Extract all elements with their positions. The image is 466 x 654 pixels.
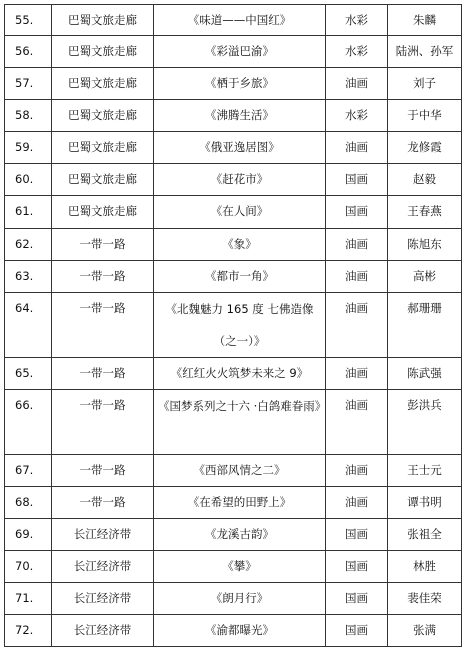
row-title: 《彩溢巴渝》 bbox=[154, 36, 326, 68]
row-artist: 陈武强 bbox=[388, 358, 462, 390]
row-title: 《沸腾生活》 bbox=[154, 100, 326, 132]
table-row bbox=[5, 68, 462, 100]
table-row bbox=[5, 229, 462, 261]
row-artist: 林胜 bbox=[388, 551, 462, 583]
row-title: 《攀》 bbox=[154, 551, 326, 583]
row-theme: 巴蜀文旅走廊 bbox=[52, 5, 154, 36]
row-number: 59. bbox=[5, 132, 52, 164]
row-theme: 巴蜀文旅走廊 bbox=[52, 196, 154, 229]
table-row bbox=[5, 615, 462, 647]
artwork-table-body bbox=[5, 5, 462, 647]
table-row bbox=[5, 36, 462, 68]
row-title: 《味道——中国红》 bbox=[154, 5, 326, 36]
row-artist: 龙修霞 bbox=[388, 132, 462, 164]
row-artist: 王士元 bbox=[388, 455, 462, 487]
row-theme: 一带一路 bbox=[52, 229, 154, 261]
row-medium: 油画 bbox=[326, 132, 388, 164]
row-theme: 长江经济带 bbox=[52, 615, 154, 647]
row-title: 《在人间》 bbox=[154, 196, 326, 229]
table-row bbox=[5, 261, 462, 293]
row-number: 68. bbox=[5, 487, 52, 519]
row-theme: 一带一路 bbox=[52, 293, 154, 358]
table-row bbox=[5, 293, 462, 358]
row-medium: 国画 bbox=[326, 164, 388, 196]
row-artist: 张祖全 bbox=[388, 519, 462, 551]
row-number: 62. bbox=[5, 229, 52, 261]
table-row bbox=[5, 358, 462, 390]
row-number: 58. bbox=[5, 100, 52, 132]
row-number: 71. bbox=[5, 583, 52, 615]
artwork-table bbox=[4, 4, 462, 647]
row-theme: 巴蜀文旅走廊 bbox=[52, 164, 154, 196]
row-medium: 水彩 bbox=[326, 36, 388, 68]
row-number: 66. bbox=[5, 390, 52, 455]
table-row bbox=[5, 390, 462, 455]
row-number: 63. bbox=[5, 261, 52, 293]
row-artist: 张满 bbox=[388, 615, 462, 647]
row-theme: 长江经济带 bbox=[52, 519, 154, 551]
row-title: 《在希望的田野上》 bbox=[154, 487, 326, 519]
row-title: 《西部风情之二》 bbox=[154, 455, 326, 487]
row-medium: 水彩 bbox=[326, 100, 388, 132]
row-medium: 油画 bbox=[326, 261, 388, 293]
row-medium: 油画 bbox=[326, 358, 388, 390]
row-title: 《都市一角》 bbox=[154, 261, 326, 293]
row-artist: 裴佳荣 bbox=[388, 583, 462, 615]
row-artist: 谭书明 bbox=[388, 487, 462, 519]
row-theme: 长江经济带 bbox=[52, 551, 154, 583]
row-title: 《象》 bbox=[154, 229, 326, 261]
row-title: 《渝都曝光》 bbox=[154, 615, 326, 647]
row-title: 《红红火火筑梦未来之 9》 bbox=[154, 358, 326, 390]
row-medium: 国画 bbox=[326, 615, 388, 647]
table-row bbox=[5, 519, 462, 551]
row-theme: 一带一路 bbox=[52, 487, 154, 519]
row-number: 55. bbox=[5, 5, 52, 36]
row-number: 69. bbox=[5, 519, 52, 551]
row-theme: 一带一路 bbox=[52, 261, 154, 293]
table-row bbox=[5, 551, 462, 583]
row-artist: 陆洲、孙军 bbox=[388, 36, 462, 68]
row-medium: 国画 bbox=[326, 551, 388, 583]
row-medium: 油画 bbox=[326, 293, 388, 358]
row-artist: 赵毅 bbox=[388, 164, 462, 196]
row-number: 61. bbox=[5, 196, 52, 229]
row-number: 70. bbox=[5, 551, 52, 583]
table-row bbox=[5, 5, 462, 36]
row-title: 《俄亚逸居图》 bbox=[154, 132, 326, 164]
row-artist: 刘子 bbox=[388, 68, 462, 100]
row-medium: 油画 bbox=[326, 68, 388, 100]
row-number: 72. bbox=[5, 615, 52, 647]
row-theme: 一带一路 bbox=[52, 358, 154, 390]
row-title: 《北魏魅力 165 度 七佛造像（之一）》 bbox=[154, 293, 326, 358]
row-medium: 水彩 bbox=[326, 5, 388, 36]
row-medium: 国画 bbox=[326, 196, 388, 229]
table-row bbox=[5, 100, 462, 132]
row-theme: 巴蜀文旅走廊 bbox=[52, 100, 154, 132]
row-theme: 长江经济带 bbox=[52, 583, 154, 615]
row-artist: 于中华 bbox=[388, 100, 462, 132]
table-row bbox=[5, 583, 462, 615]
table-row bbox=[5, 196, 462, 229]
row-title: 《国梦系列之十六 ·白鸽难眷雨》 bbox=[154, 390, 326, 455]
table-row bbox=[5, 455, 462, 487]
row-theme: 巴蜀文旅走廊 bbox=[52, 36, 154, 68]
table-row bbox=[5, 164, 462, 196]
table-row bbox=[5, 487, 462, 519]
row-number: 56. bbox=[5, 36, 52, 68]
row-medium: 油画 bbox=[326, 455, 388, 487]
row-number: 65. bbox=[5, 358, 52, 390]
table-row bbox=[5, 132, 462, 164]
row-theme: 巴蜀文旅走廊 bbox=[52, 68, 154, 100]
row-artist: 郝珊珊 bbox=[388, 293, 462, 358]
row-medium: 国画 bbox=[326, 519, 388, 551]
row-medium: 油画 bbox=[326, 229, 388, 261]
row-theme: 一带一路 bbox=[52, 455, 154, 487]
row-medium: 油画 bbox=[326, 390, 388, 455]
row-artist: 高彬 bbox=[388, 261, 462, 293]
row-medium: 油画 bbox=[326, 487, 388, 519]
row-title: 《朗月行》 bbox=[154, 583, 326, 615]
row-title: 《栖于乡旅》 bbox=[154, 68, 326, 100]
row-theme: 巴蜀文旅走廊 bbox=[52, 132, 154, 164]
row-title: 《龙溪古韵》 bbox=[154, 519, 326, 551]
row-theme: 一带一路 bbox=[52, 390, 154, 455]
row-title: 《赶花市》 bbox=[154, 164, 326, 196]
row-artist: 朱麟 bbox=[388, 5, 462, 36]
row-number: 57. bbox=[5, 68, 52, 100]
row-number: 64. bbox=[5, 293, 52, 358]
row-artist: 王春燕 bbox=[388, 196, 462, 229]
row-artist: 陈旭东 bbox=[388, 229, 462, 261]
row-number: 60. bbox=[5, 164, 52, 196]
row-artist: 彭洪兵 bbox=[388, 390, 462, 455]
row-medium: 国画 bbox=[326, 583, 388, 615]
row-number: 67. bbox=[5, 455, 52, 487]
